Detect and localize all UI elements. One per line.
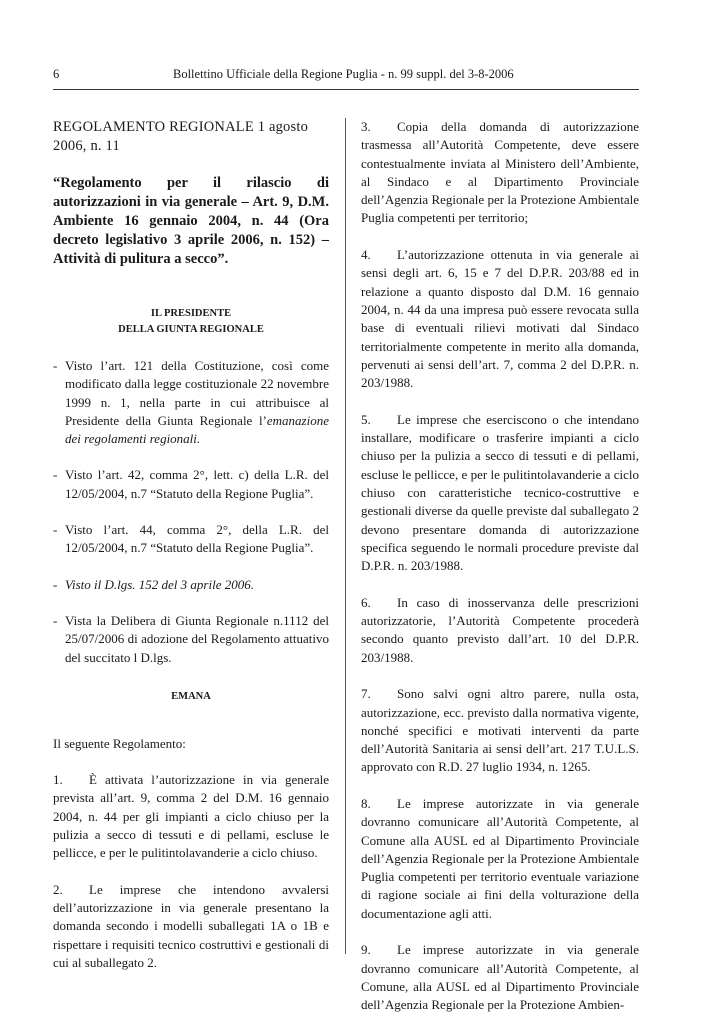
article-6	[361, 594, 639, 667]
recital-5	[53, 612, 329, 667]
article-9	[361, 941, 639, 1014]
article-text: L’autorizzazione ottenuta in via generale ai sensi degli art. 6, 15 e 7 del D.P.R. 203/88 ed in relazione a quanto disposto dal D.M. 16 gennaio 2004, n. 44 da una impresa può essere revocata sulla base di eventuali rilievi motivati dal Sindaco territorialmente competente in merito alla domanda, pervenuti ai sensi dell’art. 7, comma 2 del D.P.R. n. 203/1988.	[361, 247, 639, 391]
article-text: È attivata l’autorizzazione in via generale prevista all’art. 9, comma 2 del D.M. 16 gennaio 2004, n. 44 per gli impianti a ciclo chiuso per la pulizia a secco di tessuti e di pellami, escluse le pellicce, e per le pulitintolavanderie a ciclo chiuso.	[53, 772, 329, 861]
president-heading-line2: DELLA GIUNTA REGIONALE	[118, 324, 264, 335]
article-number: 3.	[361, 119, 371, 134]
article-text: Sono salvi ogni altro parere, nulla osta, autorizzazione, ecc. previsto dalla normativa vigente, nonché specifici e motivati interventi da parte dell’Autorità Sanitaria ai sensi dell’art. 217 T.U.L.S. approvato con R.D. 27 luglio 1934, n. 1265.	[361, 686, 639, 775]
article-number: 5.	[361, 411, 371, 427]
article-number: 1.	[53, 772, 63, 788]
article-number: 6.	[361, 594, 371, 610]
article-4	[361, 246, 639, 392]
recital-dash: -	[53, 576, 58, 592]
regulation-title: REGOLAMENTO REGIONALE 1 agosto 2006, n. 11	[53, 119, 309, 154]
article-number: 7.	[361, 686, 371, 702]
recital-2	[53, 466, 329, 503]
recital-5-text: Vista la Delibera di Giunta Regionale n.1112 del 25/07/2006 di adozione del Regolamento attuativo del succitato l D.lgs.	[65, 612, 329, 665]
header-rule	[53, 89, 639, 90]
recital-dash: -	[53, 612, 58, 628]
recital-1-italic: emanazione dei regolamenti regionali.	[65, 412, 329, 447]
article-5	[361, 411, 639, 576]
recital-2-text: Visto l’art. 42, comma 2°, lett. c) della L.R. del 12/05/2004, n.7 “Statuto della Regione Puglia”.	[65, 467, 329, 501]
article-8	[361, 795, 639, 923]
president-heading-line1: IL PRESIDENTE	[150, 308, 232, 319]
article-number: 9.	[361, 942, 371, 958]
recital-4-text: Visto il D.lgs. 152 del 3 aprile 2006.	[65, 576, 254, 592]
recital-3-text: Visto l’art. 44, comma 2°, della L.R. del 12/05/2004, n.7 “Statuto della Regione Puglia”.	[65, 522, 329, 556]
column-divider	[345, 118, 346, 954]
right-column	[361, 118, 639, 1033]
intro-line: Il seguente Regolamento:	[53, 735, 186, 751]
page-number: 6	[53, 67, 60, 81]
emana-heading: EMANA	[171, 690, 211, 702]
article-text: Le imprese autorizzate in via generale dovranno comunicare all’Autorità Competente, al Comune alla AUSL ed al Dipartimento Provinciale dell’Agenzia Regionale per la Protezione Ambientale Puglia competenti per territorio eventuale variazione di ragione sociale ai fini della volturazione della documentazione agli atti.	[361, 795, 639, 921]
regulation-subject: “Regolamento per il rilascio di autorizzazioni in via generale – Art. 9, D.M. Ambiente 16 gennaio 2004, n. 44 (Ora decreto legislativo 3 aprile 2006, n. 152) – Attività di pulitura a secco”.	[53, 175, 329, 267]
recital-1	[53, 357, 329, 448]
article-text: Copia della domanda di autorizzazione trasmessa all’Autorità Competente, deve essere contestualmente inviata al Ministero dell’Ambiente, al Sindaco e al Dipartimento Provinciale dell’Agenzia Regionale per la Protezione Ambientale Puglia competenti per territorio;	[361, 119, 639, 226]
article-3	[361, 118, 639, 228]
president-heading	[53, 306, 329, 338]
left-column	[53, 118, 329, 990]
recital-1-text: Visto l’art. 121 della Costituzione, così come modificato dalla legge costituzionale 22 novembre 1999 n. 1, nella parte in cui attribuisce al Presidente della Giunta Regionale l’	[65, 358, 329, 428]
article-text: Le imprese che eserciscono o che intendano installare, modificare o trasferire impianti a ciclo chiuso per la pulizia a secco di tessuti e di pellami, escluse le pellicce, e per le pulitintolavanderie a ciclo chiuso con caratteristiche tecnico-costruttive e gestionali diverse da quelle previste dal suballegato 2 devono presentare domanda di autorizzazione specifica seguendo le normali procedure previste dal D.P.R. n. 203/1988.	[361, 411, 639, 574]
article-text: In caso di inosservanza delle prescrizioni autorizzatorie, l’Autorità Competente procederà secondo quanto previsto dall’art. 10 del D.P.R. 203/1988.	[361, 594, 639, 665]
article-text: Le imprese autorizzate in via generale dovranno comunicare all’Autorità Competente, al Comune, alla AUSL ed al Dipartimento Provinciale dell’Agenzia Regionale per la Protezione Ambien-	[361, 942, 639, 1013]
recital-dash: -	[53, 467, 58, 483]
article-1	[53, 771, 329, 862]
article-number: 8.	[361, 795, 371, 811]
article-7	[361, 685, 639, 776]
running-title: Bollettino Ufficiale della Regione Puglia - n. 99 suppl. del 3-8-2006	[173, 67, 514, 81]
article-2	[53, 881, 329, 972]
article-text: Le imprese che intendono avvalersi dell’autorizzazione in via generale presentano la domanda secondo i modelli suballegati 1A o 1B e rispettare i requisiti tecnico costruttivi e gestionali di cui al suballegato 2.	[53, 881, 329, 970]
recital-text	[65, 357, 329, 448]
recital-dash: -	[53, 522, 58, 538]
recital-dash: -	[53, 358, 58, 373]
page-header	[53, 67, 639, 89]
recital-4	[53, 576, 329, 594]
article-number: 2.	[53, 881, 63, 897]
article-number: 4.	[361, 247, 371, 263]
recital-3	[53, 521, 329, 558]
